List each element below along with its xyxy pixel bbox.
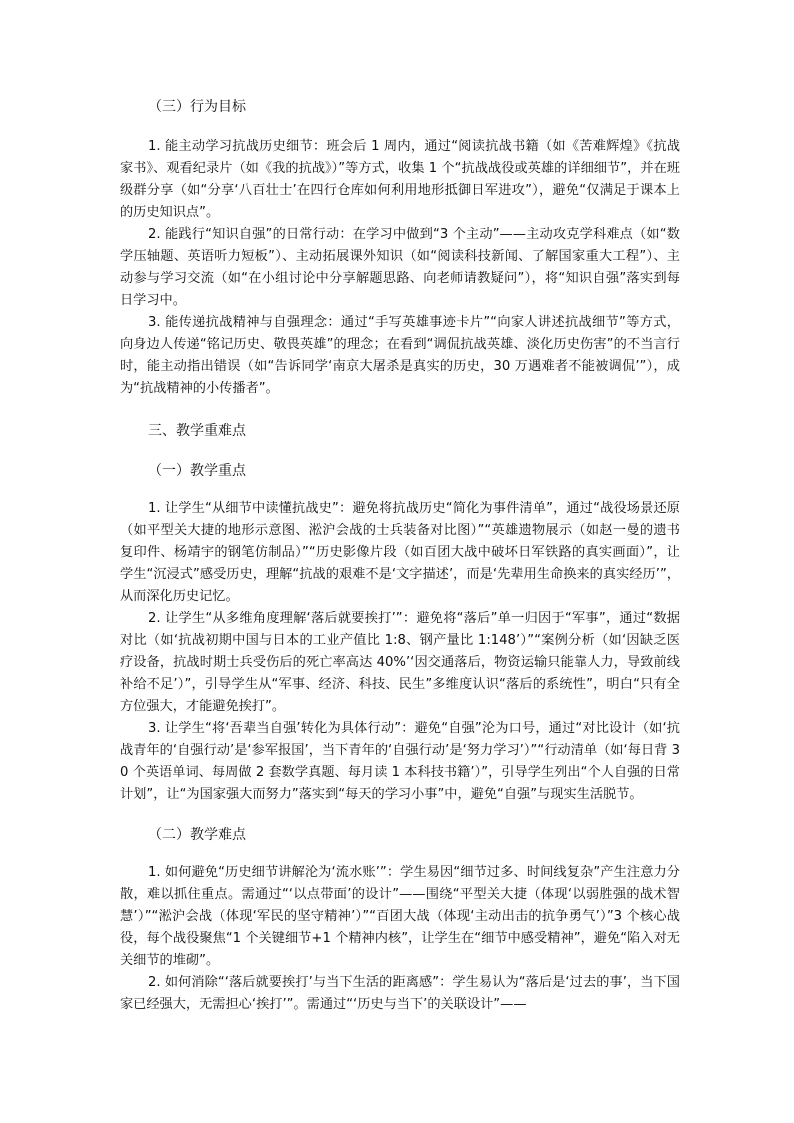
behavior-goal-heading: （三）行为目标: [148, 99, 246, 115]
key-point-item-2: 2. 让学生“从多维角度理解‘落后就要挨打’”：避免将“落后”单一归因于“军事”，通过“数据对比（如‘抗战初期中国与日本的工业产值比 1:8、钢产量比 1:148’）”“案例分析（如‘因缺乏医疗设备，抗战时期士兵受伤后的死亡率高达 40%’‘因交通落后，物资运输只能靠人力，导致前线补给不足’）”，引导学生从“军事、经济、科技、民生”多维度认识“落后的系统性”，明白“只有全方位强大，才能避免挨打”。: [120, 611, 680, 714]
behavior-goal-list: [120, 136, 680, 400]
difficult-points-list: [120, 862, 680, 1016]
document-page: [120, 96, 680, 1016]
key-points-heading: （一）教学重点: [148, 463, 246, 479]
section-three-heading: 三、教学重难点: [148, 423, 246, 439]
difficult-point-item-1: 1. 如何避免“历史细节讲解沦为‘流水账’”：学生易因“细节过多、时间线复杂”产生注意力分散，难以抓住重点。需通过“‘以点带面’的设计”——围绕“平型关大捷（体现‘以弱胜强的战术智慧’）”“淞沪会战（体现‘军民的坚守精神’）”“百团大战（体现‘主动出击的抗争勇气’）”3 个核心战役，每个战役聚焦“1 个关键细节+1 个精神内核”，让学生在“细节中感受精神”，避免“陷入对无关细节的堆砌”。: [120, 865, 680, 968]
behavior-goal-item-3: 3. 能传递抗战精神与自强理念：通过“手写英雄事迹卡片”“向家人讲述抗战细节”等方式，向身边人传递“铭记历史、敬畏英雄”的理念；在看到“调侃抗战英雄、淡化历史伤害”的不当言行时，能主动指出错误（如“告诉同学‘南京大屠杀是真实的历史，30 万遇难者不能被调侃’”），成为“抗战精神的小传播者”。: [120, 315, 680, 396]
key-points-list: [120, 498, 680, 806]
behavior-goal-item-2: 2. 能践行“知识自强”的日常行动：在学习中做到“3 个主动”——主动攻克学科难点（如“数学压轴题、英语听力短板”）、主动拓展课外知识（如“阅读科技新闻、了解国家重大工程”）、主动参与学习交流（如“在小组讨论中分享解题思路、向老师请教疑问”），将“知识自强”落实到每日学习中。: [120, 227, 680, 308]
difficult-point-item-2: 2. 如何消除“‘落后就要挨打’与当下生活的距离感”：学生易认为“落后是‘过去的事’，当下国家已经强大，无需担心‘挨打’”。需通过“‘历史与当下’的关联设计”——: [120, 975, 680, 1012]
behavior-goal-item-1: 1. 能主动学习抗战历史细节：班会后 1 周内，通过“阅读抗战书籍（如《苦难辉煌》《抗战家书》、观看纪录片（如《我的抗战》）”等方式，收集 1 个“抗战战役或英雄的详细细节”，并在班级群分享（如“分享‘八百壮士’在四行仓库如何利用地形抵御日军进攻”），避免“仅满足于课本上的历史知识点”。: [120, 139, 680, 220]
difficult-points-heading: （二）教学难点: [148, 827, 246, 843]
key-point-item-3: 3. 让学生“将‘吾辈当自强’转化为具体行动”：避免“自强”沦为口号，通过“对比设计（如‘抗战青年的‘自强行动’是‘参军报国’，当下青年的‘自强行动’是‘努力学习’）”“行动清单（如‘每日背 30 个英语单词、每周做 2 套数学真题、每月读 1 本科技书籍’）”，引导学生列出“个人自强的日常计划”，让“为国家强大而努力”落实到“每天的学习小事”中，避免“自强”与现实生活脱节。: [120, 721, 680, 802]
key-point-item-1: 1. 让学生“从细节中读懂抗战史”：避免将抗战历史“简化为事件清单”，通过“战役场景还原（如平型关大捷的地形示意图、淞沪会战的士兵装备对比图）”“英雄遗物展示（如赵一曼的遗书复印件、杨靖宇的钢笔仿制品）”“历史影像片段（如百团大战中破坏日军铁路的真实画面）”，让学生“沉浸式”感受历史，理解“抗战的艰难不是‘文字描述’，而是‘先辈用生命换来的真实经历’”，从而深化历史记忆。: [120, 501, 680, 604]
